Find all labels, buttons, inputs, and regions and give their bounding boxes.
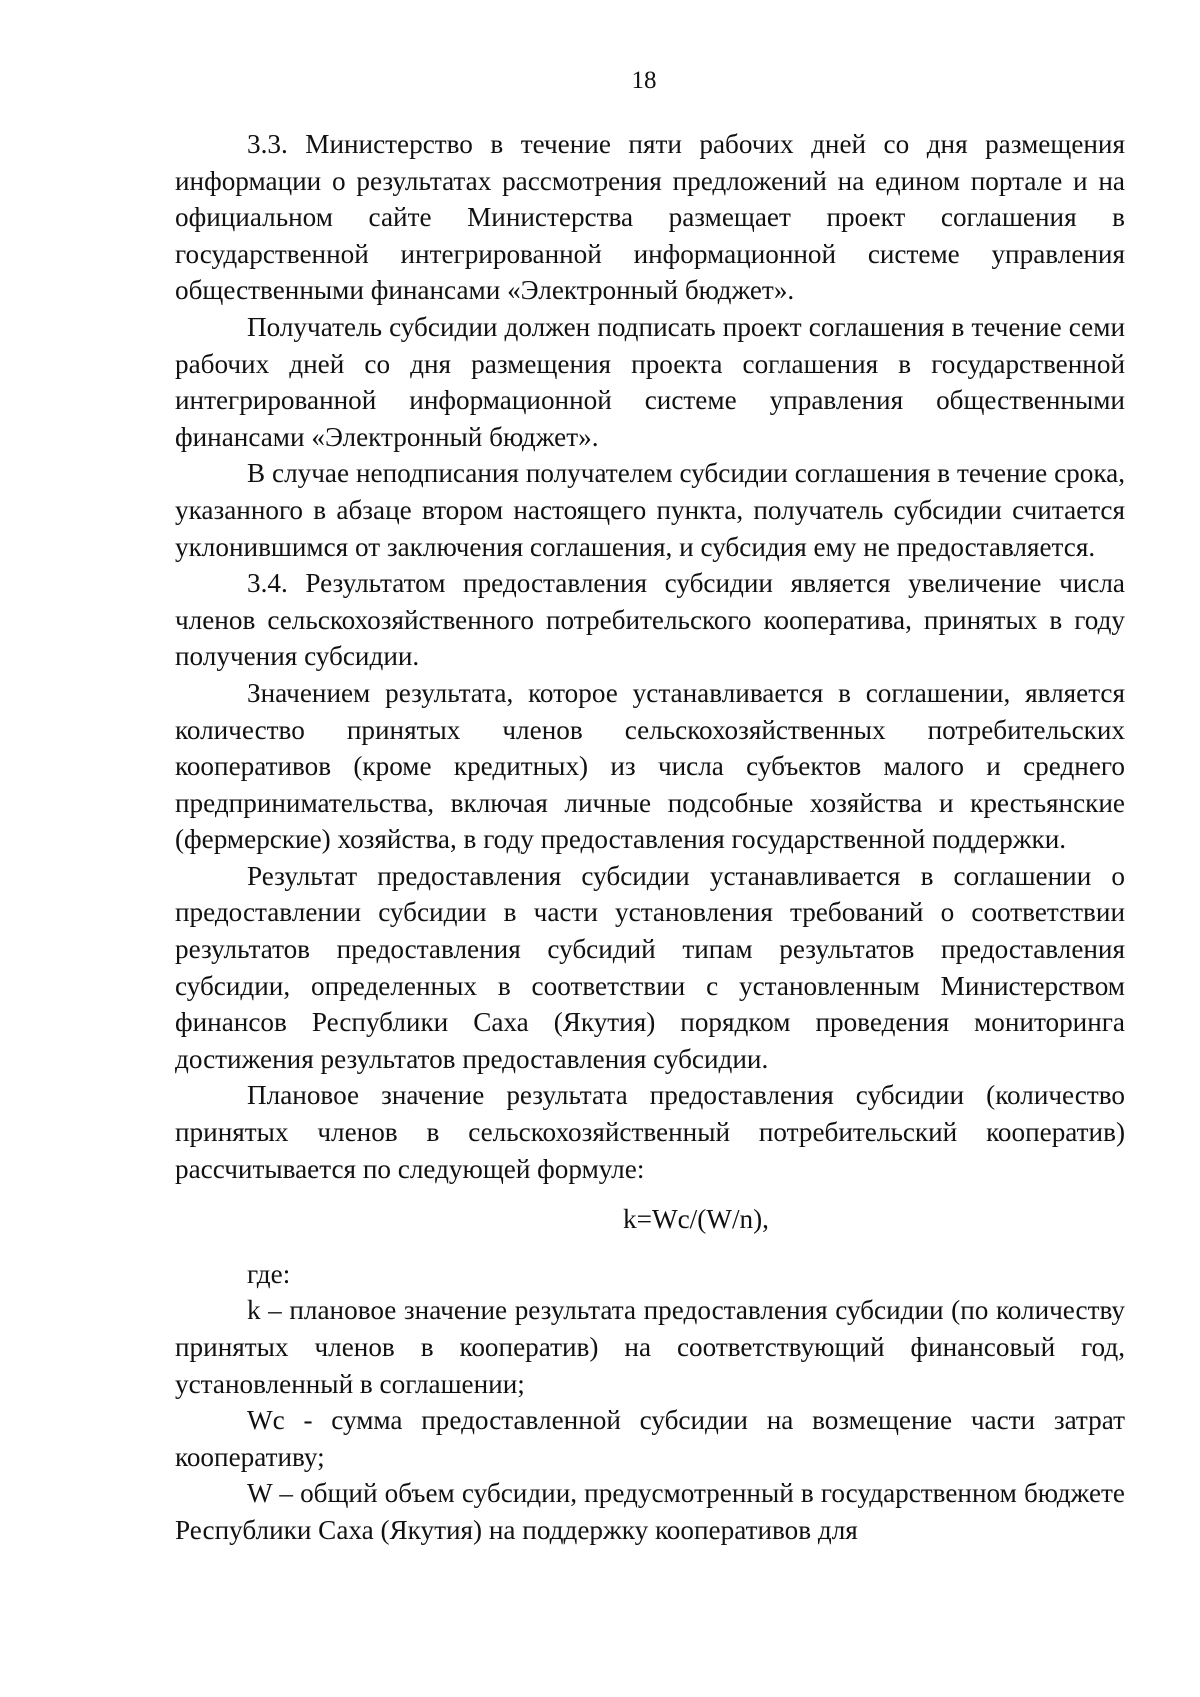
where-label: где: <box>247 1258 291 1289</box>
paragraph-result-value: Значением результата, которое устанавливается в соглашении, является количество принятых членов сельскохозяйственных потребительских кооперативов (кроме кредитных) из числа субъектов малого и среднего предпринимательства, включая личные подсобные хозяйства и крестьянские (фермерские) хозяйства, в году предоставления государственной поддержки. <box>175 677 1125 855</box>
document-body <box>175 126 1125 1549</box>
paragraph-result-agreement: Результат предоставления субсидии устанавливается в соглашении о предоставлении субсидии в части установления требований о соответствии результатов предоставления субсидий типам результатов предоставления субсидии, определенных в соответствии с установленным Министерством финансов Республики Саха (Якутия) порядком проведения мониторинга достижения результатов предоставления субсидии. <box>175 860 1125 1074</box>
paragraph-planned-value: Плановое значение результата предоставления субсидии (количество принятых членов в сельскохозяйственный потребительский кооператив) рассчитывается по следующей формуле: <box>175 1080 1125 1184</box>
formula: k=Wc/(W/n), <box>623 1204 769 1235</box>
paragraph-3-4: 3.4. Результатом предоставления субсидии является увеличение числа членов сельскохозяйственного потребительского кооператива, принятых в году получения субсидии. <box>175 568 1125 672</box>
definition-k: k – плановое значение результата предоставления субсидии (по количеству принятых членов в кооператив) на соответствующий финансовый год, установленный в соглашении; <box>175 1295 1125 1399</box>
page-number: 18 <box>631 67 657 94</box>
paragraph-3-3: 3.3. Министерство в течение пяти рабочих дней со дня размещения информации о результатах рассмотрения предложений на едином портале и на официальном сайте Министерства размещает проект соглашения в государственной интегрированной информационной системе управления общественными финансами «Электронный бюджет». <box>175 129 1125 306</box>
definition-w: W – общий объем субсидии, предусмотренный в государственном бюджете Республики Саха (Якутия) на поддержку кооперативов для <box>175 1478 1125 1545</box>
paragraph-signing: Получатель субсидии должен подписать проект соглашения в течение семи рабочих дней со дня размещения проекта соглашения в государственной интегрированной информационной системе управления общественными финансами «Электронный бюджет». <box>175 311 1125 452</box>
paragraph-not-signed: В случае неподписания получателем субсидии соглашения в течение срока, указанного в абзаце втором настоящего пункта, получатель субсидии считается уклонившимся от заключения соглашения, и субсидия ему не предоставляется. <box>175 458 1125 562</box>
definition-wc: Wc - сумма предоставленной субсидии на возмещение части затрат кооперативу; <box>175 1405 1125 1472</box>
